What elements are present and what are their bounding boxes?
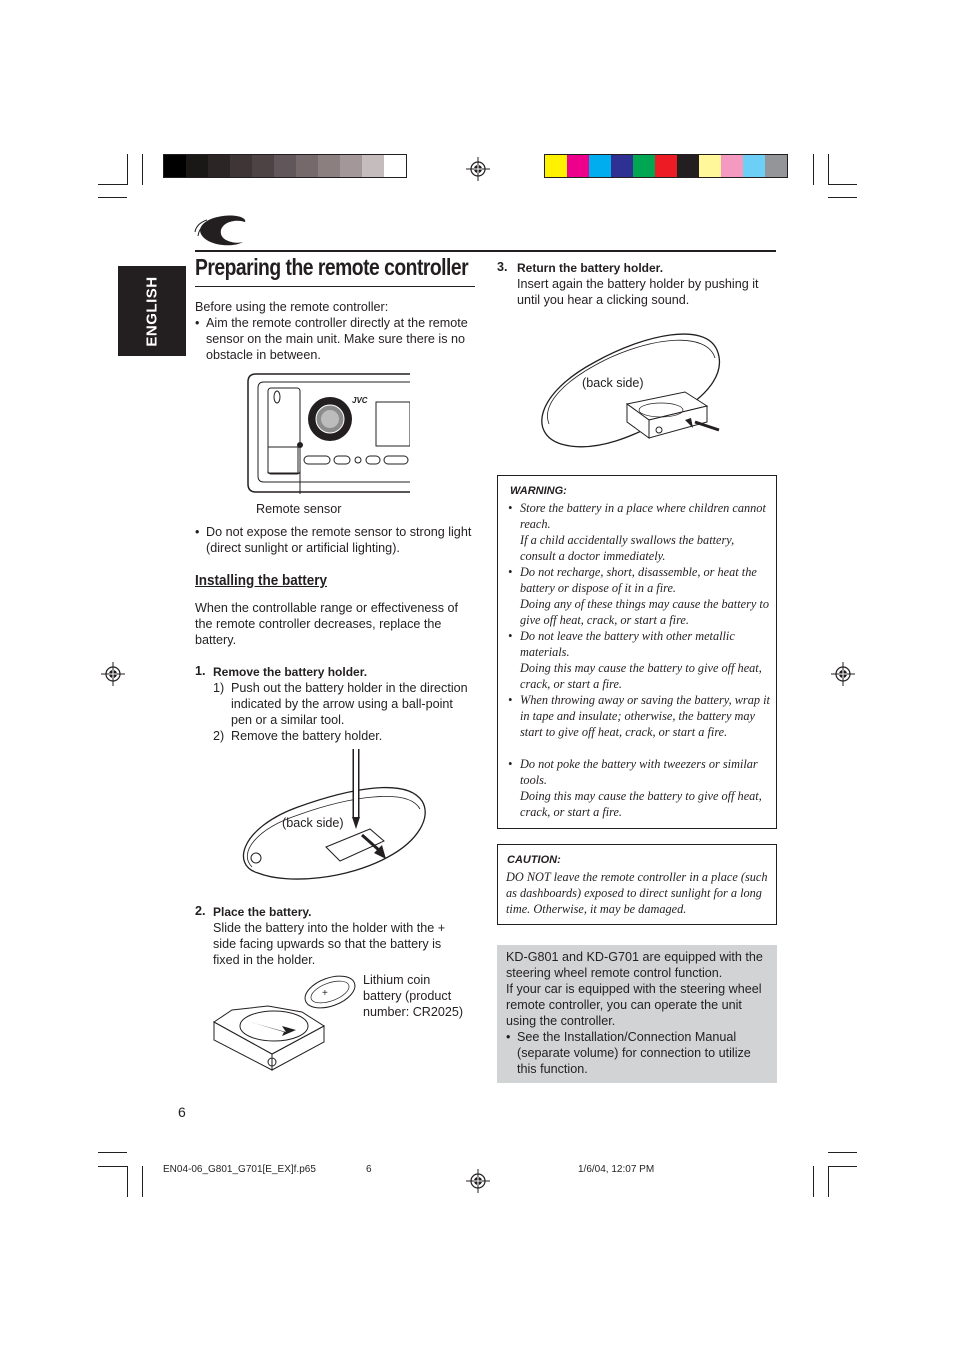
color-swatch [340, 155, 362, 177]
bullet-dot: • [508, 693, 513, 707]
crop-mark [127, 154, 128, 185]
step-title: Place the battery. [213, 905, 312, 919]
registration-mark-icon [466, 157, 490, 181]
warning-item: When throwing away or saving the battery, wrap it in tape and insulate; otherwise, the battery may start to give off heat, crack, or start a fire. [520, 693, 770, 739]
caution-text: DO NOT leave the remote controller in a place (such as dashboards) exposed to direct sunlight for a long time. Otherwise, it may be damaged. [506, 870, 768, 916]
substep-text: Remove the battery holder. [231, 729, 383, 743]
color-swatch [699, 155, 721, 177]
footer-page: 6 [366, 1164, 372, 1175]
svg-text:+: + [322, 988, 328, 999]
title-rule [195, 286, 475, 287]
bullet-dot: • [195, 525, 200, 539]
color-swatch [164, 155, 186, 177]
crop-mark [142, 1166, 143, 1197]
note-para-2: If your car is equipped with the steering wheel remote controller, you can operate the unit using the controller. [506, 982, 762, 1028]
crop-mark [828, 1166, 857, 1167]
color-swatch [274, 155, 296, 177]
crop-mark [142, 154, 143, 185]
color-calibration-bar [544, 154, 788, 178]
warning-item: Do not leave the battery with other metallic materials. [520, 629, 735, 659]
warning-item: Do not poke the battery with tweezers or similar tools. [520, 757, 758, 787]
caution-label: CAUTION: [507, 854, 561, 866]
color-swatch [384, 155, 406, 177]
footer-filename: EN04-06_G801_G701[E_EX]f.p65 [163, 1164, 316, 1175]
color-swatch [230, 155, 252, 177]
color-swatch [633, 155, 655, 177]
bullet-dot: • [195, 316, 200, 330]
step-text: Insert again the battery holder by pushing it until you hear a clicking sound. [517, 277, 759, 307]
step-text: Slide the battery into the holder with the + side facing upwards so that the battery is fixed in the holder. [213, 921, 446, 967]
language-tab-label: ENGLISH [143, 275, 161, 347]
crop-mark [828, 154, 829, 185]
substep-number: 1) [213, 681, 225, 695]
crop-mark [813, 1166, 814, 1197]
color-swatch [186, 155, 208, 177]
bullet-dot: • [508, 501, 513, 515]
crop-mark [828, 1152, 857, 1153]
step-number: 3. [497, 260, 508, 274]
grayscale-calibration-bar [163, 154, 407, 178]
registration-mark-icon [831, 662, 855, 686]
battery-holder-illustration [212, 970, 362, 1076]
crop-mark [828, 184, 857, 185]
color-swatch [252, 155, 274, 177]
color-swatch [743, 155, 765, 177]
crop-mark [98, 1152, 127, 1153]
color-swatch [721, 155, 743, 177]
step-number: 2. [195, 904, 206, 918]
crop-mark [98, 197, 127, 198]
note-bullet: See the Installation/Connection Manual (separate volume) for connection to utilize this function. [517, 1030, 751, 1076]
page-title: Preparing the remote controller [195, 254, 469, 280]
step-title: Remove the battery holder. [213, 665, 368, 679]
registration-mark-icon [466, 1169, 490, 1193]
warning-item: Doing this may cause the battery to give off heat, crack, or start a fire. [520, 789, 762, 819]
bullet-dot: • [508, 629, 513, 643]
intro-bullet-1: Aim the remote controller directly at the remote sensor on the main unit. Make sure there is no obstacle in between. [206, 316, 468, 362]
crop-mark [98, 184, 127, 185]
color-swatch [296, 155, 318, 177]
header-rule [195, 250, 776, 252]
footer-timestamp: 1/6/04, 12:07 PM [578, 1164, 655, 1175]
substep-text: Push out the battery holder in the direction indicated by the arrow using a ball-point pen or a similar tool. [231, 681, 468, 727]
crop-mark [828, 1166, 829, 1197]
step-title: Return the battery holder. [517, 261, 664, 275]
bullet-dot: • [508, 757, 513, 771]
section-heading: Installing the battery [195, 572, 328, 589]
back-side-label: (back side) [582, 376, 644, 390]
remote-emblem-icon [193, 212, 251, 246]
warning-item: Doing any of these things may cause the battery to give off heat, crack, or start a fire. [520, 597, 769, 627]
head-unit-illustration [246, 372, 410, 494]
substep-number: 2) [213, 729, 225, 743]
bullet-dot: • [508, 565, 513, 579]
battery-intro: When the controllable range or effectiveness of the remote controller decreases, replace the battery. [195, 601, 458, 647]
crop-mark [98, 1166, 127, 1167]
warning-item: Doing this may cause the battery to give off heat, crack, or start a fire. [520, 661, 762, 691]
color-swatch [611, 155, 633, 177]
bullet-dot: • [506, 1030, 511, 1044]
intro-bullet-2: Do not expose the remote sensor to strong light (direct sunlight or artificial lighting). [206, 525, 472, 555]
color-swatch [318, 155, 340, 177]
brand-logo: JVC [352, 396, 368, 405]
warning-item: Do not recharge, short, disassemble, or heat the battery or dispose of it in a fire. [520, 565, 757, 595]
color-swatch [208, 155, 230, 177]
warning-item: Store the battery in a place where children cannot reach. [520, 501, 766, 531]
remote-sensor-label: Remote sensor [256, 502, 342, 516]
back-side-label: (back side) [282, 816, 344, 830]
crop-mark [127, 1166, 128, 1197]
note-para-1: KD-G801 and KD-G701 are equipped with the steering wheel remote control function. [506, 950, 763, 980]
color-swatch [362, 155, 384, 177]
color-swatch [589, 155, 611, 177]
color-swatch [655, 155, 677, 177]
page-number: 6 [178, 1104, 186, 1120]
intro-lead: Before using the remote controller: [195, 300, 389, 314]
warning-label: WARNING: [510, 485, 567, 497]
color-swatch [765, 155, 787, 177]
crop-mark [828, 197, 857, 198]
crop-mark [813, 154, 814, 185]
color-swatch [677, 155, 699, 177]
color-swatch [567, 155, 589, 177]
battery-caption: Lithium coin battery (product number: CR2025) [363, 973, 464, 1019]
color-swatch [545, 155, 567, 177]
warning-item: If a child accidentally swallows the battery, consult a doctor immediately. [520, 533, 735, 563]
step-number: 1. [195, 664, 206, 678]
registration-mark-icon [101, 662, 125, 686]
